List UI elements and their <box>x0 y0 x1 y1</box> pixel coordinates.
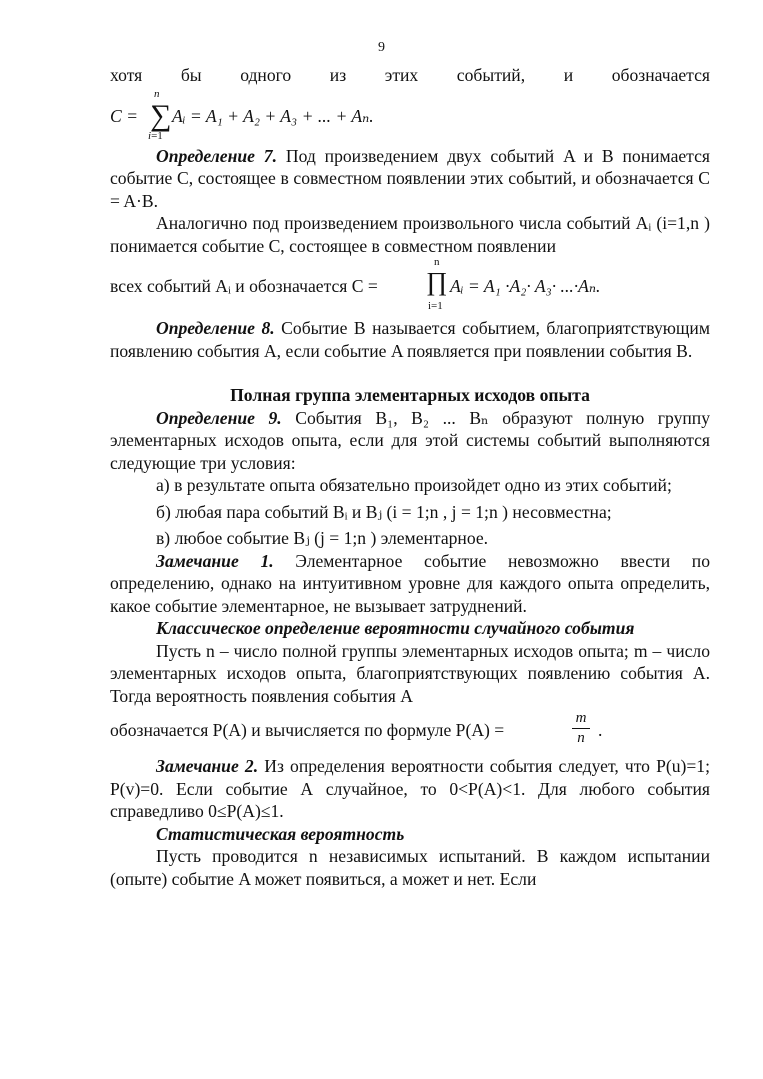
fraction-denominator: n <box>577 730 585 746</box>
classic-definition-title: Классическое определение вероятности случайного события <box>156 618 635 638</box>
condition-a: а) в результате опыта обязательно произойдет одно из этих событий; <box>156 475 672 495</box>
sigma-symbol: ∑ <box>150 98 172 132</box>
product-text: всех событий Aᵢ и обозначается C = <box>110 276 378 296</box>
sum-upper-limit: n <box>154 87 160 100</box>
definition-9: Определение 9. События B₁, B₂ ... Bₙ образуют полную группу элементарных исходов опыта, если для этой системы событий выполняются следующие три условия: <box>110 407 710 473</box>
definition-8: Определение 8. Событие B называется событием, благоприятствующим появлению события A, если событие A появляется при появлении события B. <box>110 318 710 361</box>
probability-formula <box>110 707 710 755</box>
sum-lower-limit: i=1 <box>148 129 163 142</box>
product-lower-limit: i=1 <box>428 300 443 312</box>
fraction-m-over-n <box>572 709 590 748</box>
fraction-numerator: m <box>575 710 587 726</box>
condition-v: в) любое событие Bⱼ (j = 1;n ) элементарное. <box>156 528 489 548</box>
product-symbol: ∏ <box>426 267 448 296</box>
product-expression: Aᵢ = A₁ ·A₂· A₃· ...·Aₙ. <box>450 276 601 296</box>
statistical-probability-title: Статистическая вероятность <box>156 823 405 844</box>
section-heading: Полная группа элементарных исходов опыта <box>230 385 590 405</box>
text-line-1: хотя бы одного из этих событий, и обозначается <box>110 65 710 85</box>
sum-formula <box>110 89 710 145</box>
classic-definition-text: Пусть n – число полной группы элементарных исходов опыта; m – число элементарных исходов опыта, благоприятствующих появлению события A. Тогда вероятность появления события A <box>110 640 710 706</box>
sum-lhs: C = <box>110 105 139 126</box>
remark-1: Замечание 1. Элементарное событие невозможно ввести по определению, однако на интуитивном уровне для каждого опыта определить, какое событие элементарное, не вызывает затруднений. <box>110 550 710 616</box>
page-body <box>110 64 710 890</box>
sum-expression: Aᵢ = A₁ + A₂ + A₃ + ... + Aₙ. <box>172 105 374 126</box>
product-intro: Аналогично под произведением произвольного числа событий Aᵢ (i=1,n ) понимается событие C, состоящее в совместном появлении <box>110 213 710 256</box>
probability-text: обозначается P(A) и вычисляется по формуле P(A) = <box>110 720 505 740</box>
product-upper-limit: n <box>434 256 440 268</box>
product-formula <box>110 257 710 317</box>
page-number: 9 <box>378 40 385 55</box>
definition-7: Определение 7. Под произведением двух событий A и B понимается событие C, состоящее в совместном появлении этих событий, и обозначается C = A·B. <box>110 145 710 211</box>
remark-2: Замечание 2. Из определения вероятности события следует, что P(u)=1; P(v)=0. Если событие А случайное, то 0<P(A)<1. Для любого события справедливо 0≤P(A)≤1. <box>110 756 710 821</box>
statistical-probability-text: Пусть проводится n независимых испытаний. В каждом испытании (опыте) событие A может появиться, а может и нет. Если <box>110 846 710 889</box>
fraction-dot: . <box>598 720 603 740</box>
condition-b: б) любая пара событий Bᵢ и Bⱼ (i = 1;n , j = 1;n ) несовместна; <box>156 501 612 522</box>
